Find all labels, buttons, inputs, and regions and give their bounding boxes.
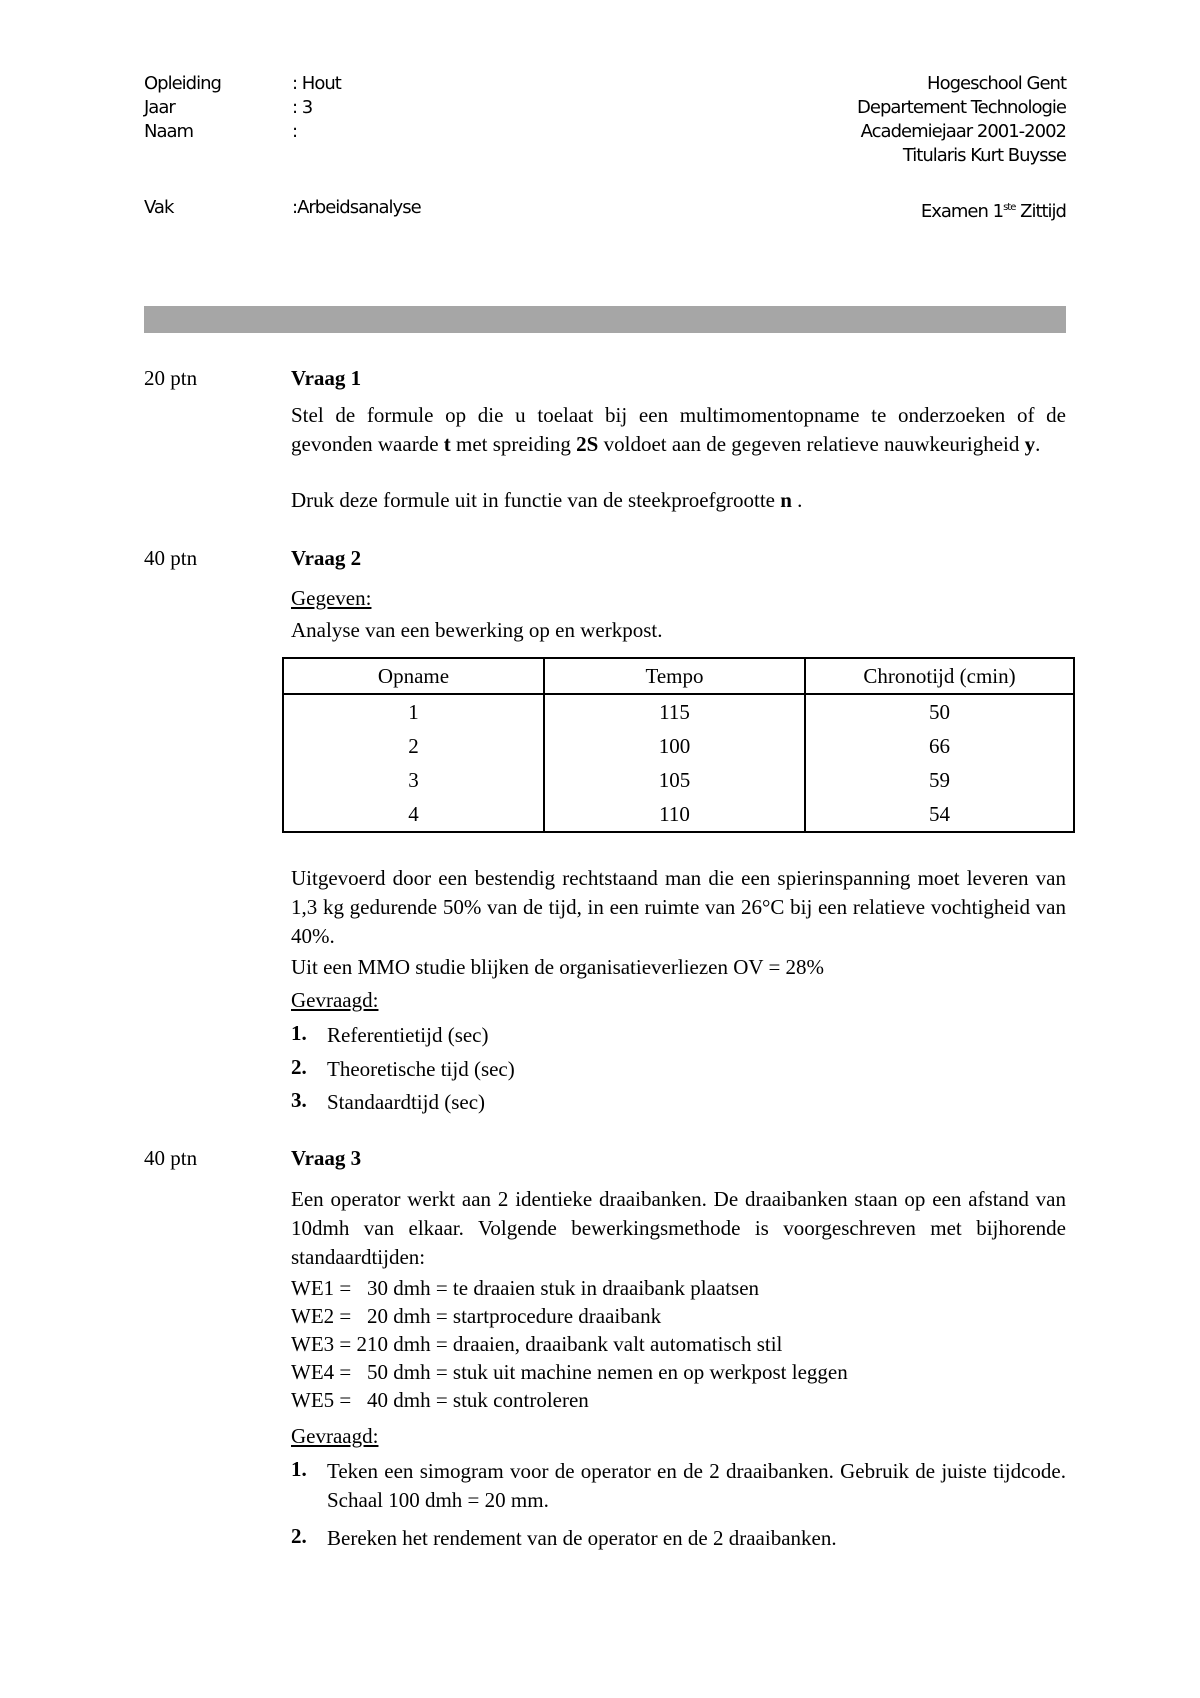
q1-points: 20 ptn <box>144 366 198 390</box>
q2-points: 40 ptn <box>144 546 198 570</box>
item-number: 2. <box>291 1055 307 1079</box>
table-cell: 66 <box>805 729 1074 763</box>
item-text: Referentietijd (sec) <box>327 1023 489 1047</box>
table-row <box>283 729 1074 763</box>
item-number: 3. <box>291 1088 307 1112</box>
exam-text: Examen 1 <box>920 201 1004 222</box>
table-cell: 110 <box>544 797 805 832</box>
q1-text-b: met spreiding <box>450 432 577 456</box>
header-row-titularis <box>144 144 1066 168</box>
header-row-vak <box>144 196 1066 220</box>
table-cell: 3 <box>283 763 544 797</box>
exam-sup: ste <box>1003 202 1016 213</box>
header-academic-year: Academiejaar 2001-2002 <box>860 121 1066 142</box>
header-department: Departement Technologie <box>857 97 1066 118</box>
q1-var-y: y <box>1024 432 1036 456</box>
item-text: Teken een simogram voor de operator en de 2 draaibanken. Gebruik de juiste tijdcode. Schaal 100 dmh = 20 mm. <box>327 1459 1066 1512</box>
header-label: Naam <box>144 121 194 142</box>
q1-text-a: Stel de formule op die u toelaat bij een multimomentopname te onderzoeken of de gevonden waarde <box>291 403 1066 456</box>
table-row <box>283 797 1074 832</box>
header-value: : <box>292 121 298 142</box>
table-cell: 59 <box>805 763 1074 797</box>
q3-work-element: WE5 = 40 dmh = stuk controleren <box>291 1388 589 1412</box>
q1-text-d: . <box>1035 432 1041 456</box>
table-row <box>283 694 1074 729</box>
q3-intro: Een operator werkt aan 2 identieke draaibanken. De draaibanken staan op een afstand van 10dmh van elkaar. Volgende bewerkingsmethode is voorgeschreven met bijhorende standaardtijden: <box>291 1187 1066 1269</box>
q2-title: Vraag 2 <box>291 546 362 570</box>
header-row-jaar <box>144 96 1066 120</box>
table-header-cell: Opname <box>283 658 544 694</box>
item-number: 1. <box>291 1457 307 1481</box>
table-cell: 105 <box>544 763 805 797</box>
section-divider-bar <box>144 306 1066 333</box>
header-row-naam <box>144 120 1066 144</box>
q2-asked-label: Gevraagd: <box>291 988 379 1012</box>
table-header-row <box>283 658 1074 694</box>
item-number: 1. <box>291 1021 307 1045</box>
item-text: Standaardtijd (sec) <box>327 1090 486 1114</box>
q1-line2-a: Druk deze formule uit in functie van de steekproefgrootte <box>291 488 781 512</box>
item-text: Theoretische tijd (sec) <box>327 1057 515 1081</box>
q1-var-t: t <box>443 432 451 456</box>
table-cell: 2 <box>283 729 544 763</box>
q1-line2-b: . <box>791 488 803 512</box>
table-cell: 54 <box>805 797 1074 832</box>
table-header-cell: Tempo <box>544 658 805 694</box>
header-vak-value: :Arbeidsanalyse <box>292 197 421 218</box>
q1-title: Vraag 1 <box>291 366 362 390</box>
header-school: Hogeschool Gent <box>927 73 1066 94</box>
q2-given-label: Gegeven: <box>291 586 372 610</box>
q3-work-element: WE4 = 50 dmh = stuk uit machine nemen en op werkpost leggen <box>291 1360 848 1384</box>
q2-given-text: Analyse van een bewerking op en werkpost. <box>291 618 663 642</box>
q3-asked-label: Gevraagd: <box>291 1424 379 1448</box>
item-number: 2. <box>291 1524 307 1548</box>
table-row <box>283 763 1074 797</box>
table-cell: 4 <box>283 797 544 832</box>
table-cell: 50 <box>805 694 1074 729</box>
q3-work-element: WE1 = 30 dmh = te draaien stuk in draaibank plaatsen <box>291 1276 760 1300</box>
header-titularis: Titularis Kurt Buysse <box>902 145 1066 166</box>
q2-description: Uitgevoerd door een bestendig rechtstaand man die een spierinspanning moet leveren van 1,3 kg gedurende 50% van de tijd, in een ruimte van 26°C bij een relatieve vochtigheid van 40%. <box>291 866 1066 948</box>
header-row-opleiding <box>144 72 1066 96</box>
q1-line2 <box>291 488 1066 513</box>
item-text: Bereken het rendement van de operator en de 2 draaibanken. <box>327 1526 837 1550</box>
table-cell: 100 <box>544 729 805 763</box>
header-vak-label: Vak <box>144 197 174 218</box>
header-value: : Hout <box>292 73 341 94</box>
table-cell: 1 <box>283 694 544 729</box>
q3-work-element: WE3 = 210 dmh = draaien, draaibank valt automatisch stil <box>291 1332 783 1356</box>
table-cell: 115 <box>544 694 805 729</box>
exam-text-after: Zittijd <box>1015 201 1066 222</box>
header-label: Jaar <box>144 97 175 118</box>
q3-title: Vraag 3 <box>291 1146 362 1170</box>
q3-points: 40 ptn <box>144 1146 198 1170</box>
table-header-cell: Chronotijd (cmin) <box>805 658 1074 694</box>
q1-text <box>291 401 1066 459</box>
q2-mmo: Uit een MMO studie blijken de organisatieverliezen OV = 28% <box>291 955 825 979</box>
q2-data-table <box>282 657 1075 833</box>
header-exam <box>921 196 1066 224</box>
q1-var-n: n <box>780 488 792 512</box>
header-label: Opleiding <box>144 73 221 94</box>
q3-work-element: WE2 = 20 dmh = startprocedure draaibank <box>291 1304 662 1328</box>
q1-var-2s: 2S <box>576 432 599 456</box>
header-value: : 3 <box>292 97 313 118</box>
q1-text-c: voldoet aan de gegeven relatieve nauwkeurigheid <box>598 432 1025 456</box>
